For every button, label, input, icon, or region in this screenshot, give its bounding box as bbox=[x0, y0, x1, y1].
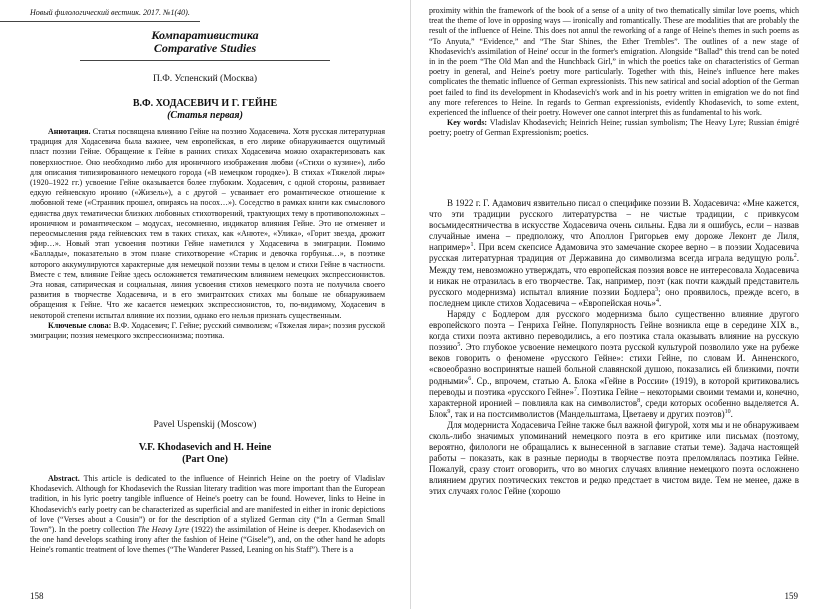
footnote-ref[interactable]: 6 bbox=[468, 375, 472, 382]
running-header: Новый филологический вестник. 2017. №1(40). bbox=[30, 8, 190, 17]
footnote-ref[interactable]: 3 bbox=[655, 286, 659, 293]
title-ru: В.Ф. ХОДАСЕВИЧ И Г. ГЕЙНЕ bbox=[132, 98, 278, 109]
subtitle-en: (Part One) bbox=[182, 454, 228, 465]
annotation-label: Аннотация. bbox=[48, 127, 91, 136]
article-title-ru bbox=[0, 98, 410, 122]
title-en: V.F. Khodasevich and H. Heine bbox=[138, 442, 272, 453]
annotation-text: Статья посвящена влиянию Гейне на поэзию Ходасевича. Хотя русская литературная традиция для Ходасевича была важнее, чем европейская, в его лирике обнаруживается ощутимый пласт поэзии Гейне. Обращение к Гейне в ранних стихах Ходасевича можно охарактеризовать как поверхностное. Оно необходимо либо для ироничного изображения любви («Стихи о кузине»), либо для описания типизированного немецкого города («В немецком городке»). В стихах «Тяжелой лиры» (1920–1922 гг.) усвоение Гейне оказывается более глубоким. Ходасевич, с одной стороны, развивает едкую гейневскую иронию («Жизель»), а с другой – усваивает его романтическое отношение к любовной теме («Странник прошел, опираясь на посох…»). Соседство в рамках книги как смыслового единства двух тематически близких любовных стихотворений, трактующих тему в противоположных – ироничном и романтическом – модусах, несомненно, индикатор влияния Гейне. Это не отменяет и переосмысления ряда гейневских тем в таких стихах, как «Анюте», «Улика», «Горит звезда, дрожит эфир…». Новый этап усвоения поэтики Гейне наметился у Ходасевича в эмиграции. Помимо «Баллады», показательно в этом плане стихотворение «Старик и девочка горбунья…», в поэтике которого аккумулируются характерные для немецкой поэзии темы в целом и стихи Гейне в частности. Вместе с тем, влияние Гейне здесь осложняется тематическим влиянием немецких экспрессионистов. Эта новая, сатирическая и социальная, линия усвоения стихов немецкого поэта не получила своего развития в творчестве Ходасевича, и в его эмигрантских стихах мы больше не обнаруживаем обращения к Гейне. Что же касается немецких экспрессионистов, то, по-видимому, Ходасевич в некоторой степени испытал влияние их поэзии, однако его нельзя признать существенным. bbox=[30, 127, 386, 320]
keywords-label-en: Key words: bbox=[447, 118, 488, 128]
section-rubric bbox=[0, 29, 410, 55]
body-paragraph: Наряду с Бодлером для русского модернизма было существенно влияние другого европейского поэта – Генриха Гейне. Популярность Гейне возникла еще в середине XIX в., когда стихи поэта активно переводились, а его поэтика стала оказывать влияние на русскую поэзию$^5$. Это глубокое усвоение немецкого поэта русской культурой позволило уже на рубеже веков говорить о феномене «русского Гейне»: стихи Гейне, по словам И. Анненского, «своеобразно воспринятые нашей больной славянской душою, показались ей близкими, почти родными»$^6$. Ср., впрочем, статью А. Блока «Гейне в России» (1919), в которой критиковались переводы и поэтика «русского Гейне»$^7$. Поэтика Гейне – некоторыми своими темами и, конечно, характерной иронией – повлияла как на символистов$^8$, среди которых особенно выделяется А. Блок$^9$, так и на постсимволистов (Мандельштама, Цветаеву и других поэтов)$^{10}$. bbox=[429, 308, 800, 419]
subtitle-ru: (Статья первая) bbox=[167, 110, 243, 121]
rubric-rule bbox=[80, 60, 330, 61]
page-number-right: 159 bbox=[784, 591, 798, 601]
abstract-en bbox=[30, 474, 385, 556]
footnote-ref[interactable]: 1 bbox=[470, 242, 474, 249]
body-paragraph: В 1922 г. Г. Адамович язвительно писал о специфике поэзии В. Ходасевича: «Мне кажется, что эти традиции русского литературства – не чистые традиции, с привкусом восьмидесятничества в искусстве Ходасевича очень сильны. Едва ли я ошибусь, если – назвав случайные имена – предположу, что Аполлон Григорьев ему дороже Леконт де Лиля, например»$^1$. При всем скепсисе Адамовича это замечание скорее верно – в поэзии Ходасевича русская литературная традиция от Державина до символизма всегда играла ведущую роль$^2$. Между тем, невозможно утверждать, что европейская поэзия вовсе не интересовала Ходасевича и никак не отразилась в его творчестве. Так, например, поэт (как почти каждый представитель русского модернизма) испытал влияние поэзии Бодлера$^3$; оно проявилось, прежде всего, в последнем цикле стихов Ходасевича – «Европейская ночь»$^4$. bbox=[429, 198, 799, 308]
footnote-ref[interactable]: 5 bbox=[457, 342, 461, 349]
footnote-ref[interactable]: 7 bbox=[574, 386, 578, 393]
article-title-en bbox=[0, 442, 410, 466]
keywords-text-ru: В.Ф. Ходасевич; Г. Гейне; русский символизм; «Тяжелая лира»; поэзия русской эмиграции; поэзия немецкого экспрессионизма; поэтика. bbox=[30, 320, 385, 341]
author-ru: П.Ф. Успенский (Москва) bbox=[153, 74, 257, 84]
footnote-ref[interactable]: 9 bbox=[447, 408, 451, 415]
keywords-text-en: Vladislav Khodasevich; Heinrich Heine; russian symbolism; The Heavy Lyre; Russian émigré poetry; poetry of German Expressionism; poetics. bbox=[429, 118, 799, 138]
rubric-en: Comparative Studies bbox=[153, 41, 257, 55]
abstract-cont: proximity within the framework of the book of a sense of a unity of two thematically similar love poems, which treat the theme of love in opposing ways — ironically and romantically. These are modalities that are probably the result of the influence of Heine. This does not annul the reworking of a range of Heine's themes in such poems as “To Anyuta,” “Evidence,” and “The Star Shines, the Ether Trembles”. The outlines of a new stage of Khodasevich's assimilation of Heine' occur in the former's emigration. Alongside “Ballad” this trend can be noted in in the poem “The Old Man and the Hunchback Girl,” in which the poetics take on characteristics of German poetry in general, and Heine's poetry more particularly. Together with this, Heine's influence here makes complicates the thematic influence of German expressionists. This new satirical and social adoption of the German poet failed to find its development in Khodasevich's work and in his poetry written in emigration we do not find any more references to Heine. In regards to German expressionists, evidently Khodasevich, to some extent, experienced the influence of their poetry. However one cannot interpret this as fundamental to his work. bbox=[429, 6, 799, 118]
abstract-label: Abstract. bbox=[48, 474, 80, 483]
article-body bbox=[429, 198, 799, 498]
abstract-text-2: (1922) the assimilation of Heine is deeper. Khodasevich on the one hand develops scathing irony after the fashion of Heine (“Gisele”), and, on the other hand he adopts Heine's romantic treatment of love themes (“The Wanderer Passed, Leaning on his Staff”). There is a bbox=[30, 525, 385, 555]
keywords-label-ru: Ключевые слова: bbox=[48, 320, 112, 330]
footnote-ref[interactable]: 2 bbox=[793, 253, 797, 260]
abstract-text: This article is dedicated to the influence of Heinrich Heine on the poetry of Vladislav Khodasevich. Although for Khodasevich the Russian literary tradition was more important than the European tradition, in his lyric poetry tangible influence of Heine's poetry can be found. However, links to Heine in Khodasevich's early poetry can be characterized as superficial and are manifested in either in ironic depictions of love (“Verses about a Cousin”) or for the description of a stylized German city (“In a German Small Town”). In the poetry collection bbox=[30, 474, 385, 535]
footnote-ref[interactable]: 10 bbox=[724, 408, 731, 415]
header-rule bbox=[0, 21, 200, 22]
footnote-ref[interactable]: 4 bbox=[656, 297, 660, 304]
abstract-en-continued bbox=[429, 6, 799, 139]
author-en: Pavel Uspenskij (Moscow) bbox=[153, 420, 257, 430]
page-number-left: 158 bbox=[30, 591, 44, 601]
right-page bbox=[411, 0, 820, 609]
footnote-ref[interactable]: 8 bbox=[637, 397, 641, 404]
body-paragraph: Для модерниста Ходасевича Гейне также был важной фигурой, хотя мы и не обнаруживаем сколь-либо значимых упоминаний немецкого поэта в его критике или письмах (поэтому, вероятно, филологи не обращались к вынесенной в заглавие статьи теме). Задача настоящей работы – показать, как в разные периоды в творчестве поэта преломлялась поэтика Гейне. Пожалуй, сразу стоит оговорить, что во многих случаях влияние немецкого поэта осложнено влиянием других поэтических текстов и редко предстает в чистом виде. Тем не менее, даже в этих случаях голос Гейне (хорошо bbox=[429, 419, 799, 497]
rubric-ru: Компаративистика bbox=[151, 28, 259, 42]
annotation-ru bbox=[30, 127, 385, 341]
abstract-book-title: The Heavy Lyre bbox=[137, 525, 189, 535]
